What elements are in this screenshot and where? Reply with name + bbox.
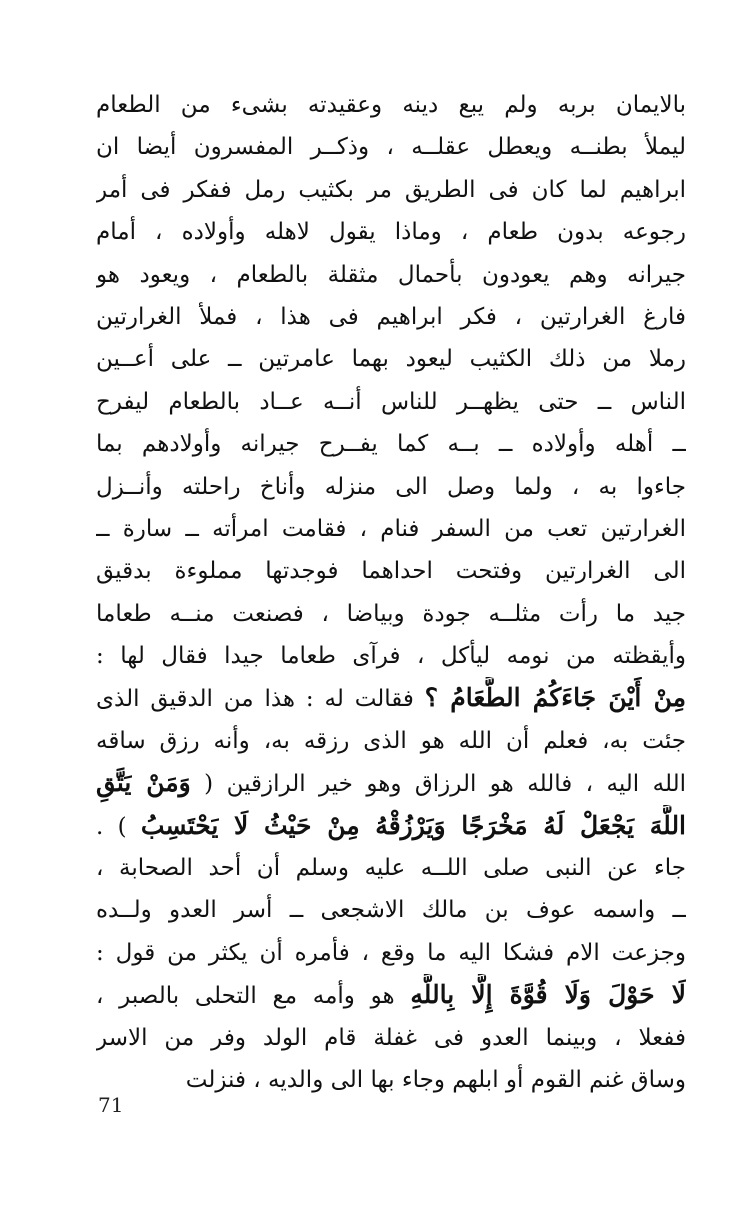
text-line bbox=[96, 508, 686, 550]
quran-verse: لَا حَوْلَ وَلَا قُوَّةَ إِلَّا بِاللَّهِ bbox=[410, 980, 686, 1010]
text-line bbox=[96, 296, 686, 338]
text-segment: الله اليه ، فالله هو الرزاق وهو خير الرازقين ( bbox=[190, 771, 686, 798]
text-line bbox=[96, 805, 686, 847]
text-line bbox=[96, 1059, 686, 1101]
text-line bbox=[96, 84, 686, 126]
text-segment: فارغ الغرارتين ، فكر ابراهيم فى هذا ، فملأ الغرارتين bbox=[96, 303, 686, 330]
text-line bbox=[96, 974, 686, 1016]
text-line bbox=[96, 635, 686, 677]
page-number: 71 bbox=[98, 1093, 124, 1117]
text-segment: رجوعه بدون طعام ، وماذا يقول لاهله وأولاده ، أمام bbox=[96, 219, 686, 246]
text-line bbox=[96, 169, 686, 211]
text-segment: هو وأمه مع التحلى بالصبر ، bbox=[96, 983, 411, 1010]
text-line bbox=[96, 762, 686, 804]
text-segment: ــ أهله وأولاده ــ بــه كما يفــرح جيرانه وأولادهم بما bbox=[96, 431, 686, 458]
text-segment: ليملأ بطنــه ويعطل عقلــه ، وذكــر المفسرون أيضا ان bbox=[96, 134, 686, 161]
text-segment: جاءوا به ، ولما وصل الى منزله وأناخ راحلته وأنــزل bbox=[96, 473, 686, 500]
text-segment: جئت به، فعلم أن الله هو الذى رزقه به، وأنه رزق ساقه bbox=[96, 727, 686, 754]
text-line bbox=[96, 466, 686, 508]
text-segment: ــ واسمه عوف بن مالك الاشجعى ــ أسر العدو ولــده bbox=[96, 897, 686, 924]
text-line bbox=[96, 126, 686, 168]
text-line bbox=[96, 254, 686, 296]
text-line bbox=[96, 677, 686, 719]
text-segment: الناس ــ حتى يظهــر للناس أنــه عــاد بالطعام ليفرح bbox=[96, 388, 686, 415]
text-segment: بالايمان بربه ولم يبع دينه وعقيدته بشىء من الطعام bbox=[96, 92, 686, 118]
text-segment: رملا من ذلك الكثيب ليعود بهما عامرتين ــ على أعــين bbox=[96, 346, 686, 373]
text-segment: الى الغرارتين وفتحت احداهما فوجدتها مملوءة بدقيق bbox=[96, 558, 686, 585]
text-line bbox=[96, 593, 686, 635]
text-segment: جيرانه وهم يعودون بأحمال مثقلة بالطعام ، ويعود هو bbox=[96, 261, 686, 288]
quran-verse: مِنْ أَيْنَ جَاءَكُمُ الطَّعَامُ ؟ bbox=[424, 683, 686, 713]
text-line bbox=[96, 423, 686, 465]
quran-verse: اللَّهَ يَجْعَلْ لَهُ مَخْرَجًا وَيَرْزُقْهُ مِنْ حَيْثُ لَا يَحْتَسِبُ bbox=[140, 810, 686, 840]
text-line bbox=[96, 932, 686, 974]
text-line bbox=[96, 1017, 686, 1059]
text-segment: فقالت له : هذا من الدقيق الذى bbox=[96, 686, 425, 713]
text-segment: ) . bbox=[96, 813, 141, 840]
text-segment: وأيقظته من نومه ليأكل ، فرآى طعاما جيدا فقال لها : bbox=[96, 643, 686, 670]
text-segment: جيد ما رأت مثلــه جودة وبياضا ، فصنعت منــه طعاما bbox=[96, 600, 686, 627]
text-segment: الغرارتين تعب من السفر فنام ، فقامت امرأته ــ سارة ــ bbox=[96, 515, 686, 542]
text-segment: وساق غنم القوم أو ابلهم وجاء بها الى والديه ، فنزلت bbox=[185, 1066, 686, 1093]
text-line bbox=[96, 847, 686, 889]
text-segment: جاء عن النبى صلى اللــه عليه وسلم أن أحد الصحابة ، bbox=[96, 855, 686, 882]
text-segment: ففعلا ، وبينما العدو فى غفلة قام الولد وفر من الاسر bbox=[96, 1024, 686, 1051]
text-line bbox=[96, 550, 686, 592]
text-line bbox=[96, 338, 686, 380]
text-line bbox=[96, 211, 686, 253]
body-text bbox=[96, 84, 686, 1101]
text-segment: وجزعت الام فشكا اليه ما وقع ، فأمره أن يكثر من قول : bbox=[96, 939, 686, 966]
text-line bbox=[96, 720, 686, 762]
text-segment: ابراهيم لما كان فى الطريق مر بكثيب رمل ففكر فى أمر bbox=[96, 176, 686, 203]
text-line bbox=[96, 381, 686, 423]
text-line bbox=[96, 889, 686, 931]
quran-verse: وَمَنْ يَتَّقِ bbox=[96, 768, 191, 798]
